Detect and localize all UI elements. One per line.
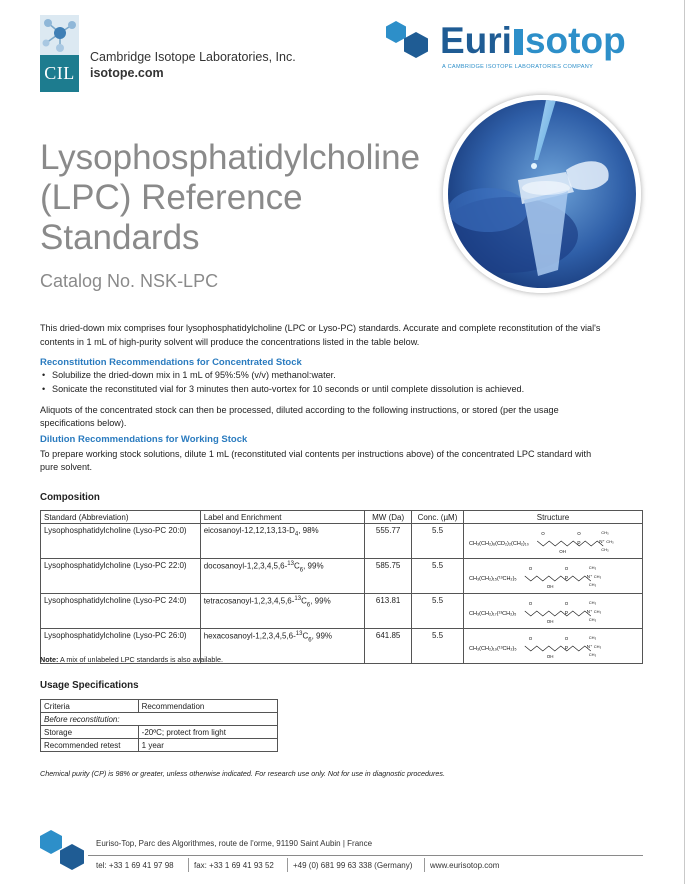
phosphorus-label: P	[564, 611, 569, 617]
dilution-heading: Dilution Recommendations for Working Stock	[40, 434, 248, 445]
usage-heading: Usage Specifications	[40, 680, 139, 691]
lpc-structure-icon	[467, 526, 639, 554]
methyl-label: CH₃	[606, 539, 614, 544]
oxygen-label: O	[528, 601, 533, 606]
methyl-label: CH₃	[593, 574, 602, 579]
label-sup: 13	[287, 561, 294, 567]
reconstitution-heading: Reconstitution Recommendations for Concentrated Stock	[40, 357, 302, 368]
ammonium-label: N⁺	[599, 539, 605, 544]
criteria-cell: Storage	[41, 726, 139, 739]
footer-tel: tel: +33 1 69 41 97 98	[96, 861, 174, 870]
brand-part-2: sotop	[524, 20, 626, 61]
conc-cell: 5.5	[412, 594, 464, 629]
composition-table	[40, 510, 643, 664]
structure-cell	[463, 559, 642, 594]
col-conc: Conc. (µM)	[412, 511, 464, 524]
methyl-label: CH₃	[588, 600, 597, 605]
lpc-structure-icon	[467, 596, 639, 624]
section-label: Before reconstitution:	[41, 713, 278, 726]
col-label: Label and Enrichment	[200, 511, 364, 524]
footer-germany-phone: +49 (0) 681 99 63 338 (Germany)	[293, 861, 413, 870]
label-c: C	[293, 561, 300, 571]
label-cell	[200, 594, 364, 629]
ammonium-label: N⁺	[586, 574, 593, 579]
oxygen-label: O	[528, 566, 533, 571]
reconstitution-bullet-1: • Solubilize the dried-down mix in 1 mL of 95%:5% (v/v) methanol:water.	[52, 370, 336, 380]
footer-separator	[424, 858, 425, 872]
label-sub: 6	[308, 637, 312, 644]
brand-part-1: Euri	[440, 20, 512, 61]
col-mw: MW (Da)	[365, 511, 412, 524]
composition-heading: Composition	[40, 492, 100, 503]
label-cell	[200, 629, 364, 664]
mw-cell: 641.85	[365, 629, 412, 664]
hydroxyl-label: OH	[546, 584, 554, 589]
standard-cell: Lysophosphatidylcholine (Lyso-PC 24:0)	[41, 594, 201, 629]
ammonium-label: N⁺	[586, 644, 593, 649]
mw-cell: 613.81	[365, 594, 412, 629]
oxygen-label: O	[564, 566, 569, 571]
chain-text: CH₃(CH₂)₁₅(¹³CH₂)₅	[468, 576, 517, 582]
col-recommendation: Recommendation	[138, 700, 277, 713]
reconstitution-bullet-2: • Sonicate the reconstituted vial for 3 minutes then auto-vortex for 10 seconds or until complete dissolution is achieved.	[52, 384, 524, 394]
lpc-structure-icon	[467, 631, 639, 659]
structure-cell	[463, 629, 642, 664]
bond-line	[525, 576, 591, 581]
footer-web[interactable]: www.eurisotop.com	[430, 861, 500, 870]
company-url[interactable]: isotope.com	[90, 66, 164, 80]
eurisotop-wordmark	[440, 21, 626, 61]
dilution-line-2: pure solvent.	[40, 462, 93, 472]
label-tail: , 98%	[298, 526, 319, 535]
chain-text: CH₃(CH₂)₁₇(¹³CH₂)₅	[468, 611, 517, 617]
methyl-label: CH₃	[588, 582, 597, 587]
hydroxyl-label: OH	[546, 619, 554, 624]
title-line-3: Standards	[40, 218, 200, 257]
conc-cell: 5.5	[412, 629, 464, 664]
title-line-2: (LPC) Reference	[40, 178, 303, 217]
label-sup: 13	[295, 631, 303, 637]
oxygen-label: O	[541, 531, 545, 536]
hydroxyl-label: OH	[546, 654, 554, 659]
title-line-1: Lysophosphatidylcholine	[40, 138, 421, 177]
methyl-label: CH₃	[588, 617, 597, 622]
table-row	[41, 559, 643, 594]
methyl-label: CH₃	[601, 530, 609, 535]
chain-text: CH₃(CH₂)₆(CD₂)₂(CH₂)₁₀	[468, 541, 529, 547]
lab-photo	[443, 95, 641, 293]
note	[40, 655, 223, 664]
mw-cell: 585.75	[365, 559, 412, 594]
standard-cell: Lysophosphatidylcholine (Lyso-PC 20:0)	[41, 524, 201, 559]
table-row	[41, 726, 278, 739]
aliquots-line-2: specifications below).	[40, 418, 127, 428]
cil-badge: CIL	[40, 55, 79, 92]
footer-fax: fax: +33 1 69 41 93 52	[194, 861, 274, 870]
label-tail: , 99%	[303, 561, 324, 571]
label-tail: , 99%	[310, 596, 331, 606]
ammonium-label: N⁺	[586, 609, 593, 614]
label-text: docosanoyl-1,2,3,4,5,6-	[203, 561, 288, 571]
brand-tagline: A CAMBRIDGE ISOTOPE LABORATORIES COMPANY	[442, 64, 594, 70]
label-text: eicosanoyl-12,12,13,13-D	[203, 526, 295, 535]
label-tail: , 99%	[311, 631, 333, 641]
table-header-row	[41, 700, 278, 713]
label-text: hexacosanoyl-1,2,3,4,5,6-	[203, 631, 296, 641]
table-row	[41, 739, 278, 752]
table-row	[41, 524, 643, 559]
col-criteria: Criteria	[41, 700, 139, 713]
structure-cell	[463, 594, 642, 629]
company-name: Cambridge Isotope Laboratories, Inc.	[90, 50, 296, 64]
footer-separator	[188, 858, 189, 872]
footer-address: Euriso-Top, Parc des Algorithmes, route de l'orme, 91190 Saint Aubin | France	[96, 839, 373, 848]
oxygen-label: O	[577, 531, 581, 536]
label-cell	[200, 559, 364, 594]
label-sub: 6	[299, 567, 304, 574]
note-text: A mix of unlabeled LPC standards is also available.	[58, 655, 223, 664]
label-text: tetracosanoyl-1,2,3,4,5,6-	[203, 596, 295, 606]
standard-cell: Lysophosphatidylcholine (Lyso-PC 26:0)	[41, 629, 201, 664]
phosphorus-label: P	[564, 646, 569, 652]
brand-i-mark	[514, 29, 523, 55]
label-c: C	[301, 596, 307, 606]
table-row	[41, 713, 278, 726]
recommendation-cell: 1 year	[138, 739, 277, 752]
mw-cell: 555.77	[365, 524, 412, 559]
chain-text: CH₃(CH₂)₁₉(¹³CH₂)₅	[468, 646, 517, 652]
eurisotop-hexagon-icon	[383, 18, 435, 60]
methyl-label: CH₃	[588, 635, 597, 640]
label-sup: 13	[294, 596, 302, 602]
aliquots-line-1: Aliquots of the concentrated stock can then be processed, diluted according to the following instructions, or stored (per the usage	[40, 405, 559, 415]
footer-hexagon-icon	[38, 828, 90, 872]
conc-cell: 5.5	[412, 524, 464, 559]
catalog-number: Catalog No. NSK-LPC	[40, 271, 219, 291]
col-standard: Standard (Abbreviation)	[41, 511, 201, 524]
recommendation-cell: -20ºC; protect from light	[138, 726, 277, 739]
methyl-label: CH₃	[588, 565, 597, 570]
bond-line	[525, 646, 591, 651]
table-row	[41, 594, 643, 629]
phosphorus-label: P	[564, 576, 569, 582]
bond-line	[525, 611, 591, 616]
dilution-line-1: To prepare working stock solutions, dilute 1 mL (reconstituted vial contents per instructions above) of the concentrated LPC standard with	[40, 449, 592, 459]
footer-divider	[88, 855, 643, 856]
structure-cell	[463, 524, 642, 559]
col-structure: Structure	[463, 511, 642, 524]
methyl-label: CH₃	[588, 652, 597, 657]
label-c: C	[302, 631, 309, 641]
note-label: Note:	[40, 655, 59, 664]
label-sub: 4	[294, 531, 299, 538]
methyl-label: CH₃	[593, 644, 602, 649]
oxygen-label: O	[564, 601, 569, 606]
table-header-row	[41, 511, 643, 524]
usage-table	[40, 699, 278, 752]
criteria-cell: Recommended retest	[41, 739, 139, 752]
label-sub: 6	[306, 602, 311, 609]
lpc-structure-icon	[467, 561, 639, 589]
label-cell	[200, 524, 364, 559]
intro-line-1: This dried-down mix comprises four lysophosphatidylcholine (LPC or Lyso-PC) standards. Accurate and complete reconstitution of the vial's	[40, 323, 601, 333]
intro-line-2: contents in 1 mL of high-purity solvent will produce the concentrations listed in the table below.	[40, 337, 420, 347]
page-title	[40, 138, 450, 258]
pipette-vial-image	[448, 100, 636, 288]
cil-logo	[40, 15, 79, 92]
conc-cell: 5.5	[412, 559, 464, 594]
oxygen-label: O	[528, 636, 533, 641]
standard-cell: Lysophosphatidylcholine (Lyso-PC 22:0)	[41, 559, 201, 594]
molecule-icon	[40, 15, 79, 55]
footer-separator	[287, 858, 288, 872]
methyl-label: CH₃	[593, 609, 602, 614]
purity-disclaimer: Chemical purity (CP) is 98% or greater, unless otherwise indicated. For research use only. Not for use in diagnostic procedures.	[40, 769, 445, 778]
methyl-label: CH₃	[601, 547, 609, 552]
bond-line	[537, 541, 603, 546]
hydroxyl-label: OH	[559, 549, 566, 554]
oxygen-label: O	[564, 636, 569, 641]
phosphorus-label: P	[577, 541, 581, 547]
